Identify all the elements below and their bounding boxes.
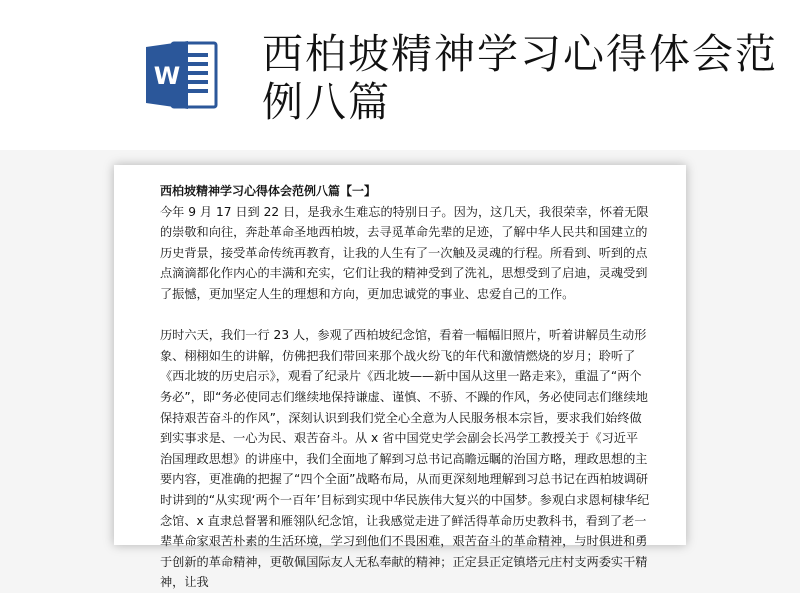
word-document-icon — [142, 35, 222, 115]
paragraph-1: 今年 9 月 17 日到 22 日，是我永生难忘的特别日子。因为，这几天，我很荣幸，怀着无限的崇敬和向往，奔赴革命圣地西柏坡，去寻觅革命先辈的足迹，了解中华人民共和国建立的历史背景，接受革命传统再教育，让我的人生有了一次触及灵魂的行程。所看到、听到的点点滴滴都化作内心的丰满和充实，它们让我的精神受到了洗礼，思想受到了启迪，灵魂受到了振憾，更加坚定人生的理想和方向，更加忠诚党的事业、忠爱自己的工作。 — [160, 204, 649, 301]
document-heading: 西柏坡精神学习心得体会范例八篇【一】 — [160, 184, 377, 198]
document-body — [160, 181, 650, 593]
page-title: 西柏坡精神学习心得体会范例八篇 — [262, 30, 778, 126]
paragraph-gap — [160, 305, 650, 326]
logo-letter: W — [153, 62, 181, 90]
paragraph-2: 历时六天，我们一行 23 人，参观了西柏坡纪念馆，看着一幅幅旧照片，听着讲解员生动形象、栩栩如生的讲解，仿佛把我们带回来那个战火纷飞的年代和激情燃烧的岁月；聆听了《西北坡的历史启示》，观看了纪录片《西北坡——新中国从这里一路走来》，重温了“两个务必”，即“务必使同志们继续地保持谦虚、谨慎、不骄、不躁的作风，务必使同志们继续地保持艰苦奋斗的作风”，深刻认识到我们党全心全意为人民服务根本宗旨，要求我们始终做到实事求是、一心为民、艰苦奋斗。从 x 省中国党史学会副会长冯学工教授关于《习近平治国理政思想》的讲座中，我们全面地了解到习总书记高瞻远瞩的治国方略，理政思想的主要内容，更准确的把握了“四个全面”战略布局，从而更深刻地理解到习总书记在西柏坡调研时讲到的“从实现‘两个一百年’目标到实现中华民族伟大复兴的中国梦。参观白求恩柯棣华纪念馆、x 直隶总督署和雁翎队纪念馆，让我感觉走进了鲜活得革命历史教科书，看到了老一辈革命家艰苦朴素的生活环境，学习到他们不畏困难，艰苦奋斗的革命精神，与时俱进和勇于创新的革命精神，更敬佩国际友人无私奉献的精神；正定县正定镇塔元庄村支两委实干精神，让我 — [160, 328, 650, 590]
